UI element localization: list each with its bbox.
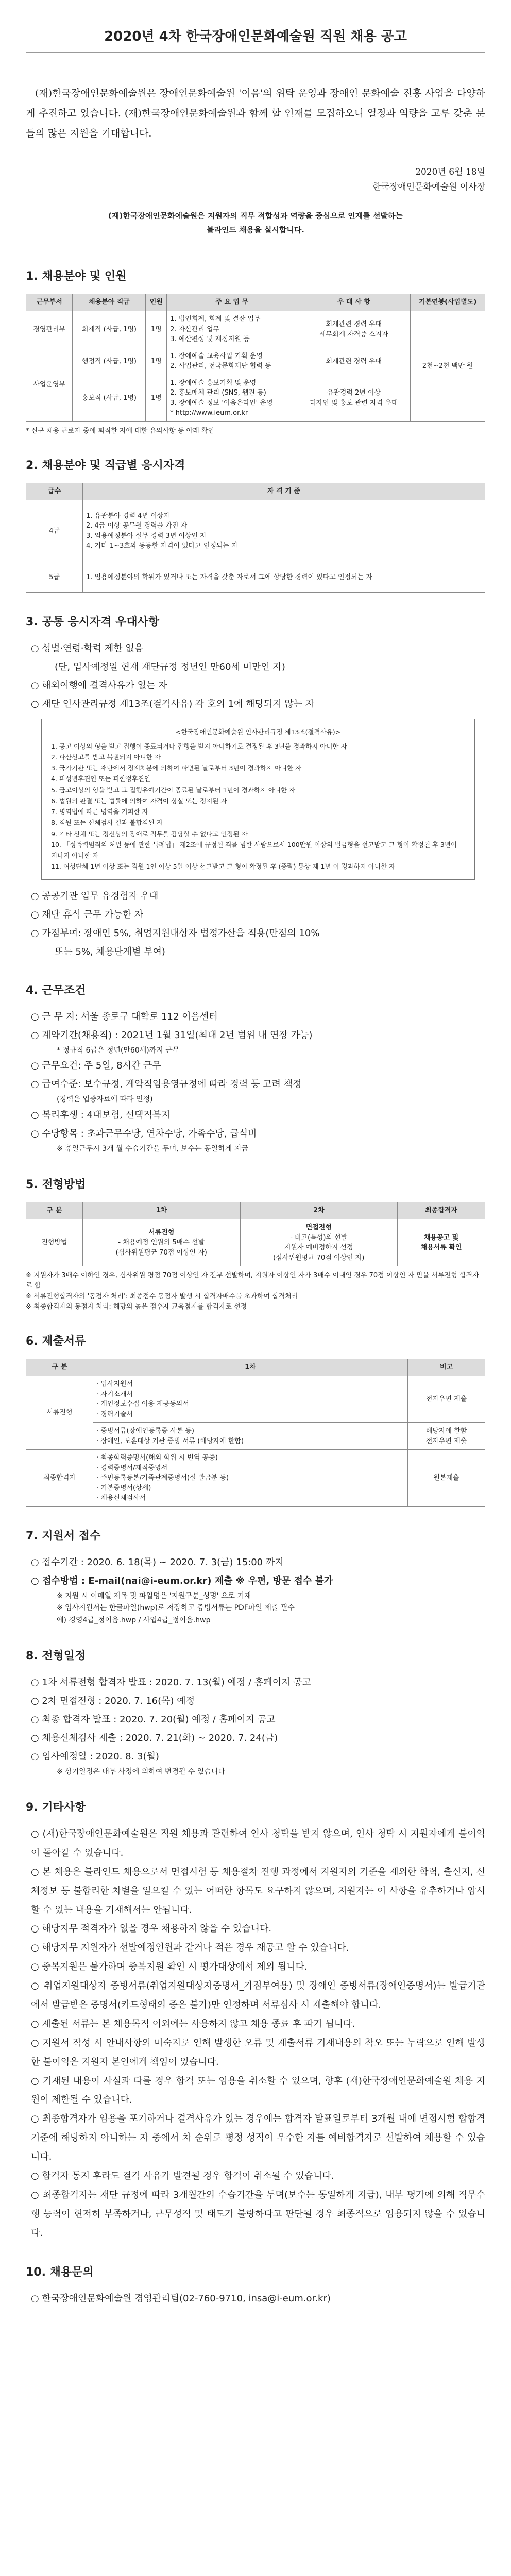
- section-6-title: 6. 제출서류: [26, 1334, 86, 1348]
- table-row: 경영관리부 회계직 (사급, 1명) 1명 1. 법인회계, 회계 및 결산 업무 2. 자산관리 업무 3. 예산편성 및 재정지원 등 회계관련 경력 우대 세무회계 자격증 소지자 2천~2천 백만 원: [26, 311, 485, 348]
- section-3-title: 3. 공통 응시자격 우대사항: [26, 616, 160, 629]
- contact-info: ○ 한국장애인문화예술원 경영관리팀(02-760-9710, insa@i-eum.or.kr): [31, 2293, 331, 2304]
- section-10-list: [26, 2290, 485, 2308]
- notice-title: 2020년 4차 한국장애인문화예술원 직원 채용 공고: [26, 21, 485, 53]
- selection-process-table: 구 분 1차 2차 최종합격자 전형방법 서류전형 - 채용예정 인원의 5배수 선발 (심사위원평균 70점 이상인 자) 면접전형 - 비고(특성)의 선발 지원자 예비정하지 선정 (심사위원평균 70점 이상인 자) 채용공고 및 채용서류 확인: [26, 1202, 485, 1266]
- notice-date: 2020년 6월 18일: [415, 167, 485, 178]
- section-9-list: ○ (재)한국장애인문화예술원은 직원 채용과 관련하여 인사 청탁을 받지 않으며, 인사 청탁 시 지원자에게 불이익이 돌아갈 수 있습니다. ○ 본 채용은 블라인드 채용으로서 면접시험 등 채용절차 진행 과정에서 지원자의 기준을 제외한 학력, 출신지, 신체정보 등 불합리한 차별을 일으킬 수 있는 어떠한 항목도 요구하지 않으며, 지원자는 이 사항을 유추하거나 암시할 수 있는 내용을 기재해서는 안됩니다. ○ 해당지무 적격자가 없을 경우 채용하지 않을 수 있습니다. ○ 해당지무 지원자가 선발예정인원과 같거나 적은 경우 재공고 할 수 있습니다. ○ 중복지원은 불가하며 중복지원 확인 시 평가대상에서 제외 됩니다. ○ 취업지원대상자 증빙서류(취업지원대상자증명서_가점부여용) 및 장애인 증빙서류(장애인증명서)는 발급기관에서 발급받은 증명서(카드형태의 증은 불가)만 인정하며 서류심사 시 제출해야 합니다. ○ 제출된 서류는 본 채용목적 이외에는 사용하지 않고 채용 종료 후 파기 됩니다. ○ 지원서 작성 시 안내사항의 미숙지로 인해 발생한 오류 및 제출서류 기재내용의 착오 또는 누락으로 인해 발생한 불이익은 지원자 본인에게 책임이 있습니다. ○ 기재된 내용이 사실과 다를 경우 합격 또는 임용을 취소할 수 있으며, 향후 (재)한국장애인문화예술원 채용 지원이 제한될 수 있습니다. ○ 최종합격자가 임용을 포기하거나 결격사유가 있는 경우에는 합격자 발표일로부터 3개월 내에 면접시험 합합격기준에 해당하지 아니하는 자 중에서 차 순위로 평정 성적이 우수한 자를 예비합격자로 선발하여 채용할 수 있습니다. ○ 합격자 통지 후라도 결격 사유가 발견될 경우 합격이 취소될 수 있습니다. ○ 최종합격자는 재단 규정에 따라 3개월간의 수습기간을 두며(보수는 동일하게 지급), 내부 평가에 의해 직무수행 능력이 현저히 부족하거나, 근무성적 및 태도가 불량하다고 판단될 경우 최종적으로 임용되지 않을 수 있습니다.: [31, 1828, 485, 2239]
- section-9-title: 9. 기타사항: [26, 1801, 86, 1814]
- section-5-title: 5. 전형방법: [26, 1178, 86, 1191]
- section-10-title: 10. 채용문의: [26, 2265, 94, 2279]
- table-row: 4급 1. 유관분야 경력 4년 이상자 2. 4급 이상 공무원 경력을 가진 자 3. 임용예정분야 실무 경력 3년 이상인 자 4. 기타 1~3호와 동등한 자격이 있다고 인정되는 자: [26, 500, 485, 562]
- section-3-list: ○ 성별·연령·학력 제한 없음 (단, 입사예정일 현재 재단규정 정년인 만60세 미만인 자) ○ 해외여행에 결격사유가 없는 자 ○ 재단 인사관리규정 제13조(결격사유) 각 호의 1에 해당되지 않는 자: [31, 643, 315, 710]
- section-1-footnote: * 신규 채용 근로자 중에 퇴직한 자에 대한 유의사항 등 아래 확인: [26, 427, 214, 435]
- table-row: 홍보직 (사급, 1명) 1명 1. 장애예술 홍보기획 및 운영 2. 홍보매체 관리 (SNS, 웹진 등) 3. 장애예술 정보 '이음온라인' 운영 * http://www.ieum.or.kr 유관경력 2년 이상 디자인 및 홍보 관련 자격 우대: [26, 375, 485, 421]
- section-2-title: 2. 채용분야 및 직급별 응시자격: [26, 459, 185, 472]
- table-row: 전형방법 서류전형 - 채용예정 인원의 5배수 선발 (심사위원평균 70점 이상인 자) 면접전형 - 비고(특성)의 선발 지원자 예비정하지 선정 (심사위원평균 70점 이상인 자) 채용공고 및 채용서류 확인: [26, 1219, 485, 1266]
- section-4-list: ○ 근 무 지: 서울 종로구 대학로 112 이음센터 ○ 계약기간(채용직) : 2021년 1월 31일(최대 2년 범위 내 연장 가능) * 정규직 6급은 정년(만60세)까지 근무 ○ 근무요건: 주 5일, 8시간 근무 ○ 급여수준: 보수규정, 계약직임용영규정에 따라 경력 등 고려 책정 (경력은 입증자료에 따라 인정) ○ 복리후생 : 4대보험, 선택적복지 ○ 수당항목 : 초과근무수당, 연차수당, 가족수당, 급식비 ※ 휴일근무시 3개 월 수습기간을 두며, 보수는 동일하게 지급: [31, 1011, 313, 1154]
- notice-signer: 한국장애인문화예술원 이사장: [372, 181, 485, 192]
- qualification-table: 급수 자 격 기 준 4급 1. 유관분야 경력 4년 이상자 2. 4급 이상 공무원 경력을 가진 자 3. 임용예정분야 실무 경력 3년 이상인 자 4. 기타 1~3호와 동등한 자격이 있다고 인정되는 자 5급 1. 임용예정분야의 학위가 있거나 또는 자격을 갖춘 자로서 그에 상당한 경력이 있다고 인정되는 자: [26, 483, 485, 593]
- section-8-title: 8. 전형일정: [26, 1650, 86, 1663]
- section-7-list: ○ 접수기간 : 2020. 6. 18(목) ~ 2020. 7. 3(금) 15:00 까지 ○ 접수방법 : E-mail(nai@i-eum.or.kr) 제출 ※ 우편, 방문 접수 불가 ※ 지원 시 이메일 제목 및 파일명은 '지원구분_성명' 으로 기재 ※ 입사지원서는 한글파일(hwp)로 저장하고 증빙서류는 PDF파일 제출 필수 예) 경영4급_정이음.hwp / 사업4급_정이음.hwp: [31, 1556, 333, 1625]
- section-1-title: 1. 채용분야 및 인원: [26, 270, 127, 283]
- table-row: 최종합격자 · 최종학력증명서(해외 학위 시 번역 공증) · 경력증명서/재직증명서 · 주민등록등본/가족관계증명서(실 발급분 등) · 기본증명서(상세) · 채용신체검사서 원본제출: [26, 1450, 485, 1507]
- table-row: 서류전형 · 입사지원서 · 자기소개서 · 개인정보수집 이용 제공동의서 · 경력기술서 전자우편 제출: [26, 1376, 485, 1423]
- intro-paragraph: (재)한국장애인문화예술원은 장애인문화예술원 '이음'의 위탁 운영과 장애인 문화예술 진흥 사업을 다양하게 추진하고 있습니다. (재)한국장애인문화예술원과 함께 할 인재를 모집하오니 열정과 역량을 고루 갖춘 분들의 많은 지원을 기대합니다.: [26, 88, 485, 140]
- blind-hiring-notice: (재)한국장애인문화예술원은 지원자의 직무 적합성과 역량을 중심으로 인재를 선발하는 블라인드 채용을 실시합니다.: [108, 211, 403, 235]
- section-4-title: 4. 근무조건: [26, 984, 86, 997]
- table-row: 5급 1. 임용예정분야의 학위가 있거나 또는 자격을 갖춘 자로서 그에 상당한 경력이 있다고 인정되는 자: [26, 562, 485, 593]
- documents-table: 구 분 1차 비고 서류전형 · 입사지원서 · 자기소개서 · 개인정보수집 이용 제공동의서 · 경력기술서 전자우편 제출 · 증빙서류(장애인등록증 사본 등) · 장애인, 보훈대상 기관 증빙 서류 (해당자에 한함) 해당자에 한함 전자우편 제출 최종합격자 · 최종학력증명서(해외 학위 시 번역 공증) · 경력증명서/재직증명서 · 주민등록등본/가족관계증명서(실 발급분 등) · 기본증명서(상세) · 채용신체검사서 원본제출: [26, 1359, 485, 1507]
- section-3-list-2: ○ 공공기관 입무 유경험자 우대 ○ 재단 휴식 근무 가능한 자 ○ 가점부여: 장애인 5%, 취업지원대상자 법정가산을 적용(만점의 10% 또는 5%, 채용단계별 부여): [31, 890, 320, 957]
- section-7-title: 7. 지원서 접수: [26, 1529, 101, 1543]
- table-row: 사업운영부 행정직 (사급, 1명) 1명 1. 장애예술 교육사업 기획 운영 2. 사업관리, 전국문화재단 협력 등 회계관련 경력 우대: [26, 348, 485, 375]
- disqualification-box: <한국장애인문화예술원 인사관리규정 제13조(결격사유)> 1. 공고 이상의 형을 받고 집행이 종료되거나 집행을 받지 아니하기로 결정된 후 3년을 경과하지 아니한 자 2. 파산선고를 받고 복권되지 아니한 자 3. 국가기관 또는 재단에서 징계처분에 의하여 파면된 날로부터 3년이 경과하지 아니한 자 4. 피성년후견인 또는 피한정후견인 5. 금고이상의 형을 받고 그 집행유예기간이 종료된 날로부터 1년이 경과하지 아니한 자 6. 법원의 판결 또는 법률에 의하여 자격이 상실 또는 정지된 자 7. 병역법에 따른 병역을 기피한 자 8. 직원 또는 신체검사 결과 불합격된 자 9. 기타 신체 또는 정신상의 장애로 직무를 감당할 수 없다고 인정된 자 10. 「성폭력범죄의 처벌 등에 관한 특례법」 제2조에 규정된 죄를 범한 사람으로서 100만원 이상의 벌금형을 선고받고 그 형이 확정된 후 3년이 지나지 아니한 자 11. 여성단체 1년 이상 또는 직원 1인 이상 5일 이상 선고받고 그 형이 확정된 후 (중략) 통상 제 1년 이 경과하지 아니한 자: [41, 719, 475, 879]
- recruit-field-table: 근무부서 채용분야 직급 인원 주 요 업 무 우 대 사 항 기본연봉(사업별도) 경영관리부 회계직 (사급, 1명) 1명 1. 법인회계, 회계 및 결산 업무 2. 자산관리 업무 3. 예산편성 및 재정지원 등 회계관련 경력 우대 세무회계 자격증 소지자 2천~2천 백만 원 사업운영부 행정직 (사급, 1명) 1명 1. 장애예술 교육사업 기획 운영 2. 사업관리, 전국문화재단 협력 등 회계관련 경력 우대 홍보직 (사급, 1명) 1명 1. 장애예술 홍보기획 및 운영 2. 홍보매체 관리 (SNS, 웹진 등) 3. 장애예술 정보 '이음온라인' 운영 * http://www.ieum.or.kr 유관경력 2년 이상 디자인 및 홍보 관련 자격 우대: [26, 294, 485, 422]
- table-row: · 증빙서류(장애인등록증 사본 등) · 장애인, 보훈대상 기관 증빙 서류 (해당자에 한함) 해당자에 한함 전자우편 제출: [26, 1423, 485, 1450]
- section-5-notes: ※ 지원자가 3배수 이하인 경우, 심사위원 평점 70점 이상인 자 전부 선발하며, 지원자 이상인 자가 3배수 이내인 경우 70점 이상인 자 만을 서류전형 합격자로 함 ※ 서류전형합격자의 '동점자 처리': 최종점수 동점자 발생 시 합격자배수를 초과하여 합격처리 ※ 최종합격자의 동점자 처리: 해당의 높은 점수자 교육점지를 합격자로 선정: [26, 1272, 479, 1311]
- section-8-list: ○ 1차 서류전형 합격자 발표 : 2020. 7. 13(월) 예정 / 홈페이지 공고 ○ 2차 면접전형 : 2020. 7. 16(목) 예정 ○ 최종 합격자 발표 : 2020. 7. 20(월) 예정 / 홈페이지 공고 ○ 채용신체검사 제출 : 2020. 7. 21(화) ~ 2020. 7. 24(금) ○ 임사예정일 : 2020. 8. 3(월) ※ 상기일정은 내부 사정에 의하여 변경될 수 있습니다: [31, 1677, 311, 1776]
